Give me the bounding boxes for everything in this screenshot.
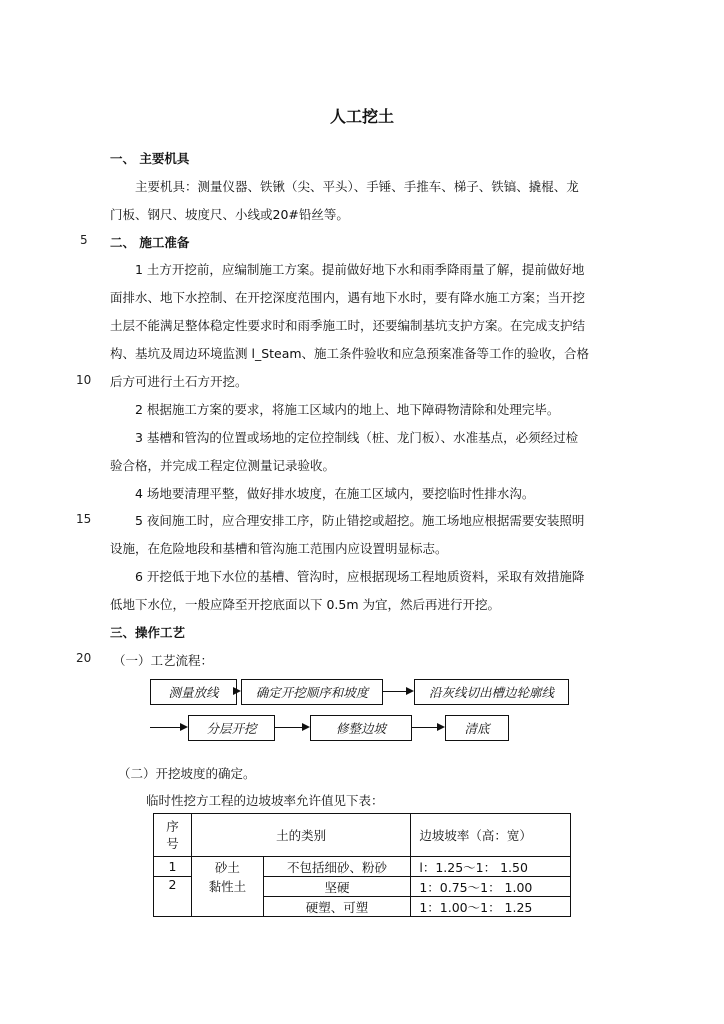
paragraph-line: 主要机具：测量仪器、铁锹（尖、平头）、手锤、手推车、梯子、铁镐、撬棍、龙	[135, 179, 579, 194]
line-number: 20	[76, 651, 92, 665]
paragraph-line: 2 根据施工方案的要求，将施工区域内的地上、地下障碍物清除和处理完毕。	[135, 402, 560, 417]
table-row	[154, 857, 571, 877]
flow-step: 修整边坡	[310, 715, 412, 741]
table-cell: l：1.25～1： 1.50	[411, 857, 571, 877]
paragraph-line: 低地下水位，一般应降至开挖底面以下 0.5m 为宜，然后再进行开挖。	[110, 597, 501, 612]
flow-step: 分层开挖	[188, 715, 275, 741]
table-cell: 不包括细砂、粉砂	[263, 857, 411, 877]
paragraph-line: 5 夜间施工时，应合理安排工序，防止错挖或超挖。施工场地应根据需要安装照明	[135, 513, 585, 528]
paragraph-line: 验合格，并完成工程定位测量记录验收。	[110, 458, 336, 473]
paragraph-line: 后方可进行土石方开挖。	[110, 374, 248, 389]
flow-step: 测量放线	[150, 679, 237, 705]
paragraph-line: 3 基槽和管沟的位置或场地的定位控制线（桩、龙门板）、水准基点，必须经过检	[135, 430, 579, 445]
paragraph-line: 1 土方开挖前，应编制施工方案。提前做好地下水和雨季降雨量了解，提前做好地	[135, 262, 585, 277]
flow-step: 沿灰线切出槽边轮廓线	[414, 679, 569, 705]
table-cell: 1：0.75～1： 1.00	[411, 877, 571, 897]
line-number: 10	[76, 373, 92, 387]
paragraph-line: 4 场地要清理平整，做好排水坡度，在施工区域内，要挖临时性排水沟。	[135, 486, 535, 501]
table-cell: 1：1.00～1： 1.25	[411, 897, 571, 917]
paragraph-line: 土层不能满足整体稳定性要求时和雨季施工时，还要编制基坑支护方案。在完成支护结	[110, 318, 586, 333]
slope-heading: （二）开挖坡度的确定。	[118, 766, 256, 781]
table-cell: 坚硬	[263, 877, 411, 897]
table-cell: 黏性土	[191, 877, 263, 917]
table-header-ratio: 边坡坡率（高：宽）	[411, 814, 571, 857]
section-heading: 二、 施工准备	[110, 235, 190, 250]
line-number: 5	[80, 233, 88, 247]
table-cell: 2	[154, 877, 192, 917]
table-cell: 砂土	[191, 857, 263, 877]
slope-intro: 临时性挖方工程的边坡坡率允许值见下表：	[146, 793, 384, 808]
line-number: 15	[76, 512, 92, 526]
section-heading: 一、 主要机具	[110, 151, 190, 166]
flow-step: 确定开挖顺序和坡度	[241, 679, 383, 705]
slope-table	[153, 813, 571, 917]
paragraph-line: 面排水、地下水控制、在开挖深度范围内，遇有地下水时，要有降水施工方案；当开挖	[110, 290, 586, 305]
table-row	[154, 877, 571, 897]
paragraph-line: 门板、钢尺、坡度尺、小线或20#铅丝等。	[110, 207, 349, 222]
paragraph-line: 6 开挖低于地下水位的基槽、管沟时，应根据现场工程地质资料，采取有效措施降	[135, 569, 585, 584]
process-heading: （一）工艺流程：	[113, 653, 214, 668]
paragraph-line: 构、基坑及周边环境监测 l_Steam、施工条件验收和应急预案准备等工作的验收，合格	[110, 346, 590, 361]
table-cell: 1	[154, 857, 192, 877]
paragraph-line: 设施，在危险地段和基槽和管沟施工范围内应设置明显标志。	[110, 541, 448, 556]
table-header-soil: 土的类别	[191, 814, 410, 857]
section-heading: 三、操作工艺	[110, 625, 186, 640]
table-cell: 硬塑、可塑	[263, 897, 411, 917]
flow-step: 清底	[445, 715, 509, 741]
table-header-index: 序 号	[154, 814, 192, 857]
document-title: 人工挖土	[329, 107, 394, 126]
